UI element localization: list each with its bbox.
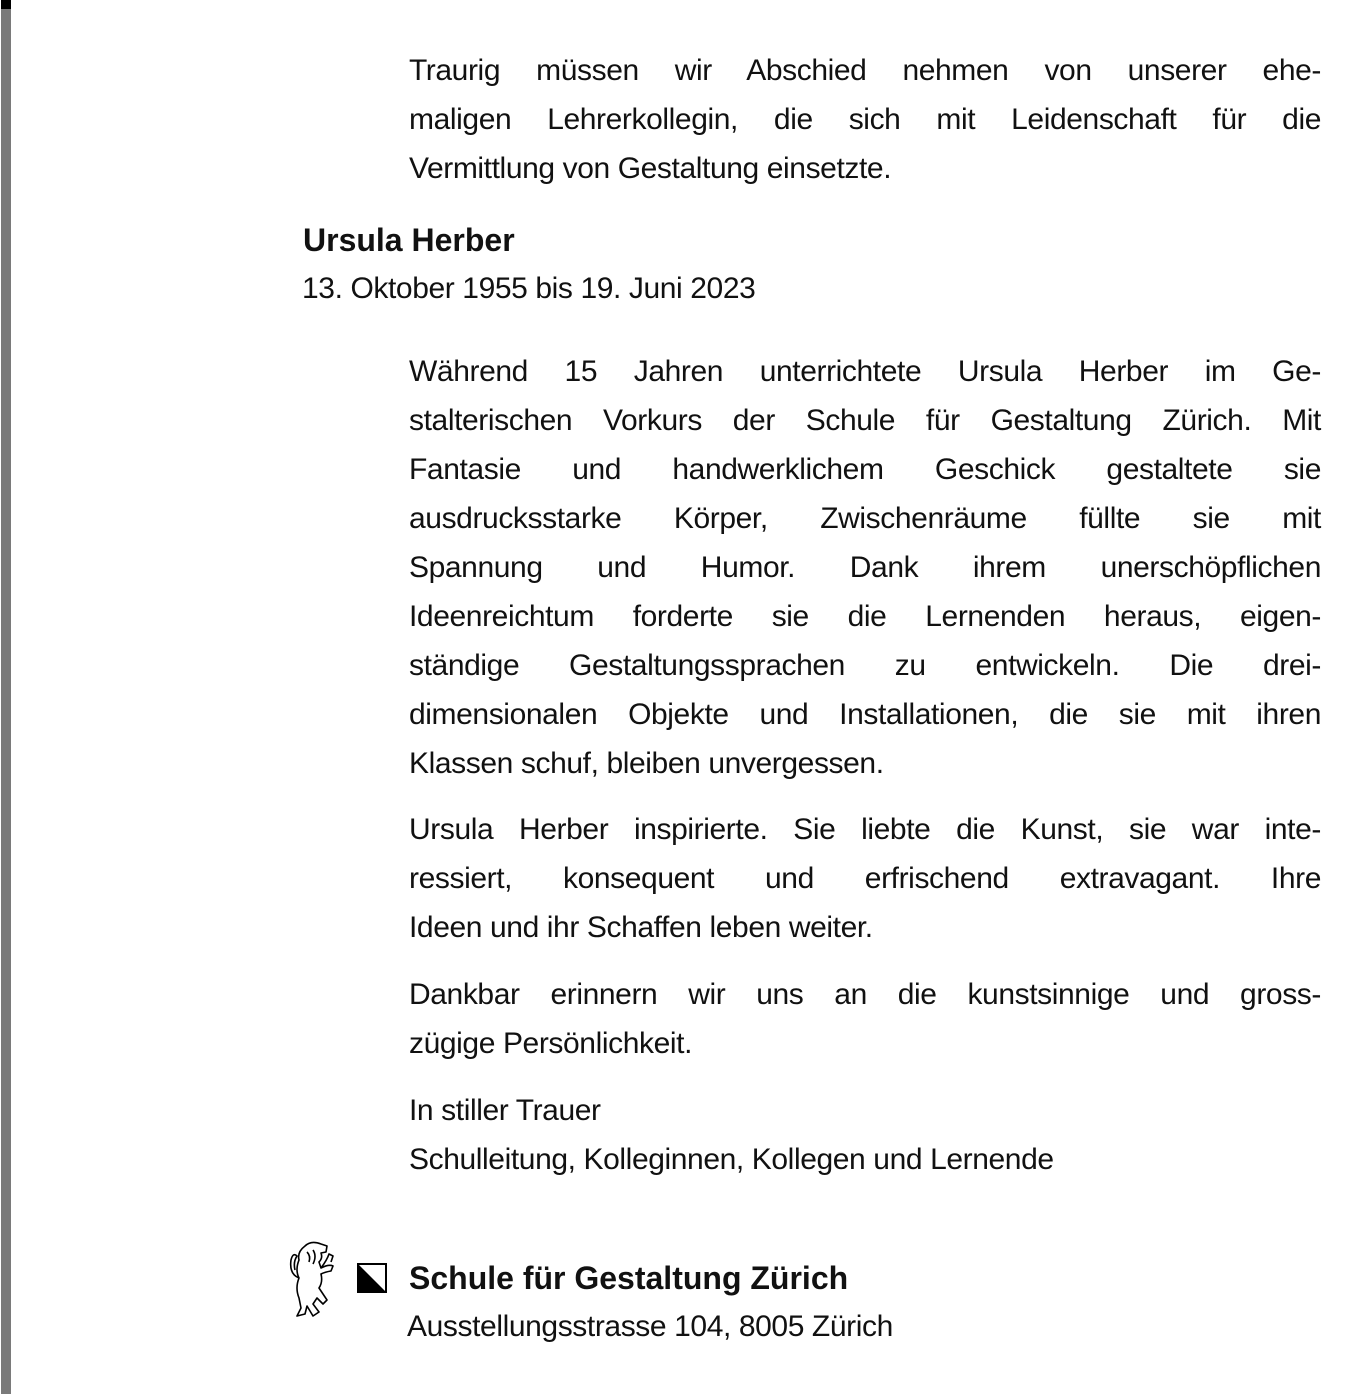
- text-line: Klassen schuf, bleiben unvergessen.: [409, 747, 884, 780]
- page-edge-marker: [1, 0, 11, 9]
- deceased-name: Ursula Herber: [303, 222, 515, 258]
- text-line: Vermittlung von Gestaltung einsetzte.: [409, 152, 892, 185]
- text-line: Spannung und Humor. Dank ihrem unerschöpflichen: [409, 551, 1321, 584]
- text-line: zügige Persönlichkeit.: [409, 1027, 693, 1060]
- text-line: stalterischen Vorkurs der Schule für Gestaltung Zürich. Mit: [409, 404, 1321, 437]
- closing: [409, 1086, 1321, 1184]
- text-line: ständige Gestaltungssprachen zu entwickeln. Die drei-: [409, 649, 1321, 682]
- school-address: Ausstellungsstrasse 104, 8005 Zürich: [407, 1310, 893, 1343]
- text-line: maligen Lehrerkollegin, die sich mit Leidenschaft für die: [409, 103, 1321, 136]
- text-line: ressiert, konsequent und erfrischend extravagant. Ihre: [409, 862, 1321, 895]
- tribute-paragraph-2: [409, 805, 1321, 952]
- text-line: ausdrucksstarke Körper, Zwischenräume füllte sie mit: [409, 502, 1321, 535]
- text-line: Fantasie und handwerklichem Geschick gestaltete sie: [409, 453, 1321, 486]
- closing-line: In stiller Trauer: [409, 1094, 601, 1127]
- text-line: Dankbar erinnern wir uns an die kunstsinnige und gross-: [409, 978, 1321, 1011]
- life-dates: 13. Oktober 1955 bis 19. Juni 2023: [302, 272, 756, 305]
- school-name: Schule für Gestaltung Zürich: [409, 1260, 849, 1296]
- page-edge-bar: [1, 0, 11, 1394]
- zurich-lion-icon: [283, 1238, 343, 1320]
- text-line: Während 15 Jahren unterrichtete Ursula Herber im Ge-: [409, 355, 1321, 388]
- text-line: dimensionalen Objekte und Installationen, die sie mit ihren: [409, 698, 1321, 731]
- intro-paragraph: [409, 46, 1321, 193]
- zurich-flag-icon: [357, 1263, 387, 1293]
- text-line: Ideen und ihr Schaffen leben weiter.: [409, 911, 873, 944]
- text-line: Ursula Herber inspirierte. Sie liebte die Kunst, sie war inte-: [409, 813, 1321, 846]
- text-line: Ideenreichtum forderte sie die Lernenden heraus, eigen-: [409, 600, 1321, 633]
- tribute-paragraph-1: [409, 347, 1321, 788]
- text-line: Traurig müssen wir Abschied nehmen von unserer ehe-: [409, 54, 1321, 87]
- tribute-paragraph-3: [409, 970, 1321, 1068]
- closing-signature: Schulleitung, Kolleginnen, Kollegen und Lernende: [409, 1143, 1054, 1176]
